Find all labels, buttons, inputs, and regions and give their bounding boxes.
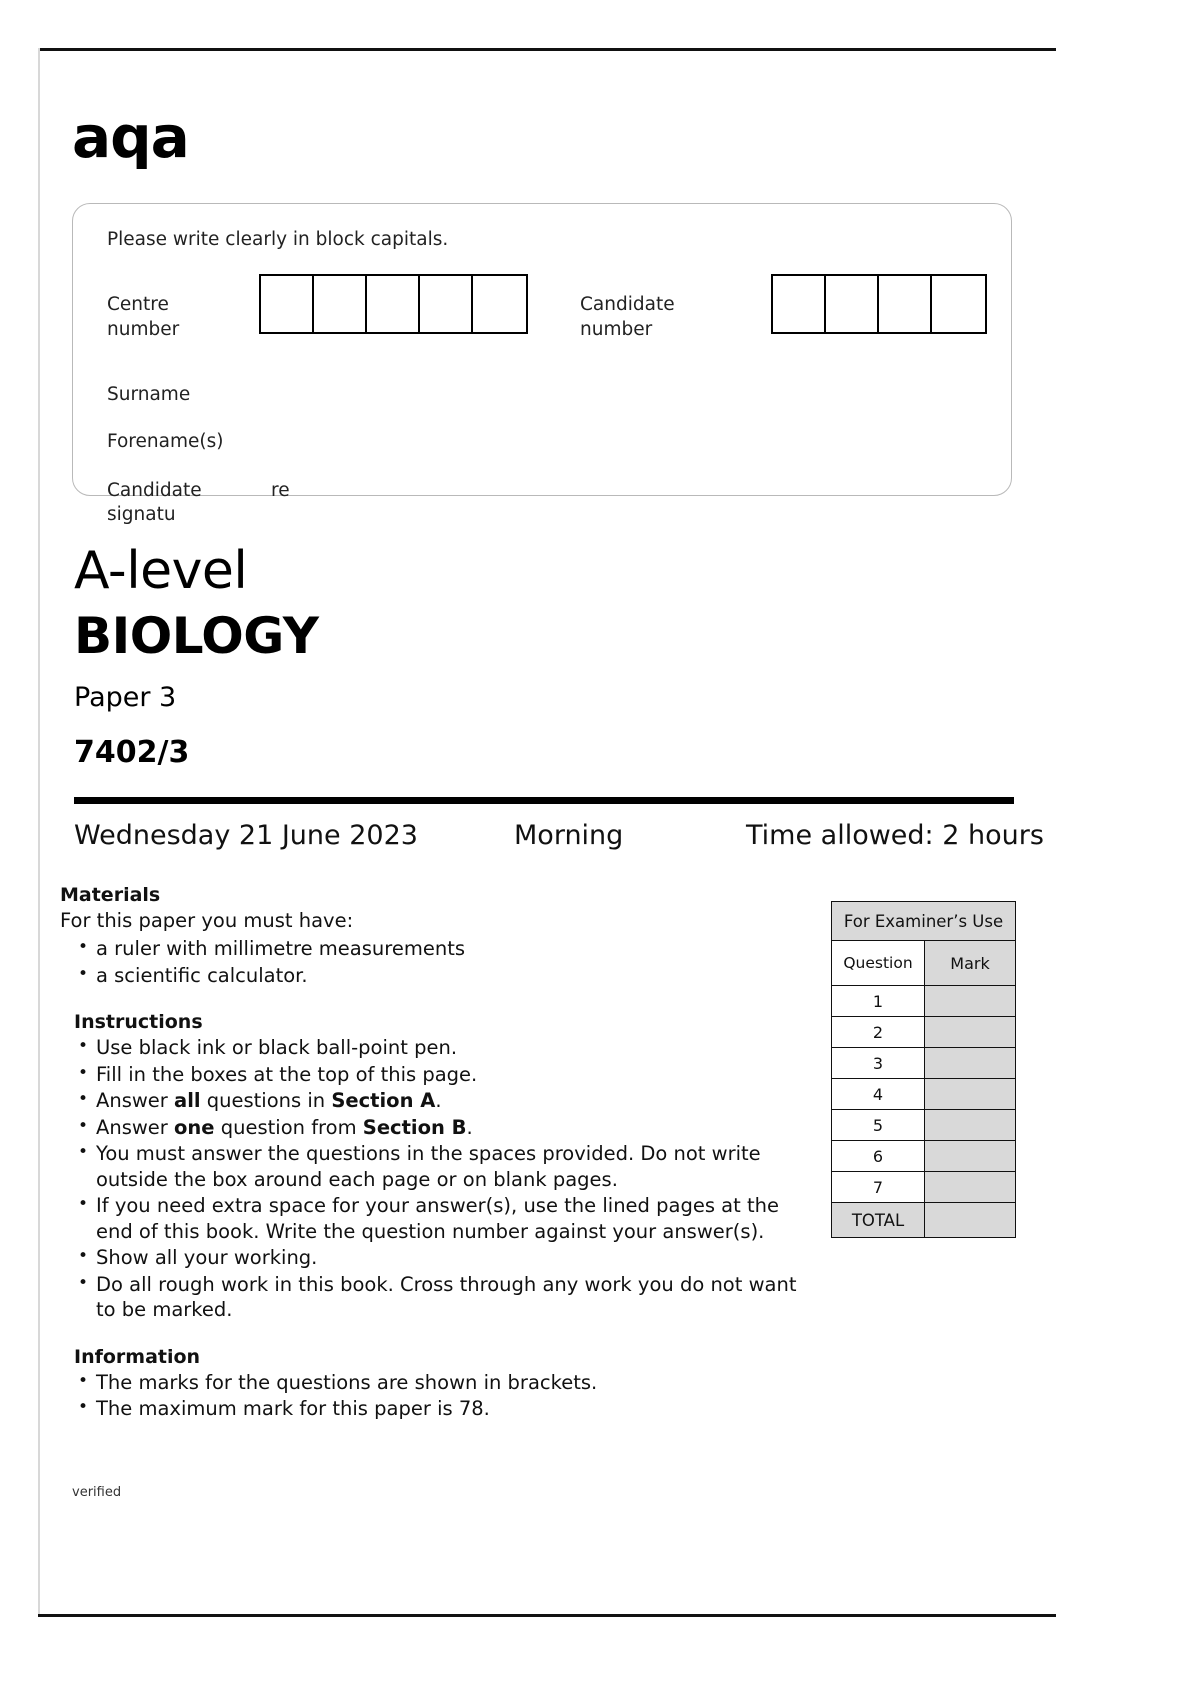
information-heading: Information [74, 1345, 201, 1368]
total-label: TOTAL [832, 1203, 925, 1238]
centre-number-cell[interactable] [261, 276, 314, 332]
table-row [832, 1079, 1016, 1110]
total-mark-field[interactable] [925, 1203, 1016, 1238]
exam-time-allowed: Time allowed: 2 hours [746, 820, 1044, 851]
column-header-mark: Mark [925, 941, 1016, 986]
text: Answer [96, 1115, 175, 1139]
materials-list [60, 936, 820, 988]
text: . [435, 1089, 442, 1112]
candidate-number-cell[interactable] [879, 276, 932, 332]
exam-date-bar [74, 820, 1056, 860]
table-row [832, 1203, 1016, 1238]
candidate-number-label-line1: Candidate [580, 294, 675, 315]
title-divider-rule [74, 797, 1014, 804]
list-item: • a scientific calculator. [74, 963, 820, 989]
verified-stamp: verified [72, 1485, 122, 1500]
text: questions in [200, 1089, 332, 1112]
page-bottom-rule [38, 1614, 1056, 1617]
table-row [832, 1110, 1016, 1141]
mark-field[interactable] [925, 1048, 1016, 1079]
page-top-rule [38, 48, 1056, 51]
list-item [74, 1088, 820, 1114]
centre-number-cell[interactable] [314, 276, 367, 332]
candidate-signature-label-fragment: re [271, 480, 290, 501]
question-number: 7 [832, 1172, 925, 1203]
list-item: • The maximum mark for this paper is 78. [74, 1396, 820, 1422]
list-item: • The marks for the questions are shown in brackets. [74, 1370, 820, 1396]
candidate-signature-label: Candidate [107, 480, 202, 501]
candidate-number-cell[interactable] [826, 276, 879, 332]
table-row [832, 902, 1016, 941]
candidate-number-label [580, 292, 675, 342]
question-number: 6 [832, 1141, 925, 1172]
list-item: • Do all rough work in this book. Cross through any work you do not want to be marked. [74, 1272, 820, 1323]
list-item: • If you need extra space for your answer(s), use the lined pages at the end of this book. Write the question number against your answer(s). [74, 1193, 820, 1244]
centre-number-label [107, 292, 179, 342]
subject-title: BIOLOGY [74, 607, 319, 665]
candidate-number-label-line2: number [580, 319, 653, 340]
aqa-logo: aqa [72, 103, 189, 171]
mark-field[interactable] [925, 1141, 1016, 1172]
materials-heading: Materials [60, 884, 161, 906]
list-item: • Fill in the boxes at the top of this page. [74, 1062, 820, 1088]
emphasis-section-b: Section B [362, 1115, 467, 1139]
emphasis-all: all [174, 1089, 201, 1112]
centre-number-label-line1: Centre [107, 294, 169, 315]
question-number: 1 [832, 986, 925, 1017]
table-row [832, 986, 1016, 1017]
mark-field[interactable] [925, 1079, 1016, 1110]
mark-field[interactable] [925, 1110, 1016, 1141]
information-list [60, 1370, 820, 1422]
qualification-title: A-level [74, 541, 248, 601]
candidate-signature-label-line2: signatu [107, 504, 176, 525]
column-header-question: Question [832, 941, 925, 986]
paper-code: 7402/3 [74, 735, 190, 770]
emphasis-one: one [174, 1115, 215, 1139]
instructions-list [60, 1035, 820, 1323]
centre-number-cell[interactable] [473, 276, 526, 332]
materials-intro: For this paper you must have: [60, 909, 354, 932]
block-capitals-note: Please write clearly in block capitals. [107, 229, 449, 250]
list-item: • You must answer the questions in the spaces provided. Do not write outside the box around each page or on blank pages. [74, 1141, 820, 1192]
centre-number-cell[interactable] [420, 276, 473, 332]
list-item [74, 1115, 820, 1141]
candidate-number-cell[interactable] [932, 276, 985, 332]
table-row [832, 1141, 1016, 1172]
exam-date: Wednesday 21 June 2023 [74, 820, 418, 851]
mark-field[interactable] [925, 986, 1016, 1017]
text: . [466, 1115, 473, 1139]
paper-number: Paper 3 [74, 682, 177, 713]
instructions-column [60, 884, 820, 1423]
question-number: 5 [832, 1110, 925, 1141]
centre-number-cell[interactable] [367, 276, 420, 332]
text: question from [214, 1115, 363, 1139]
centre-number-input[interactable] [259, 274, 528, 334]
question-number: 4 [832, 1079, 925, 1110]
list-item: • a ruler with millimetre measurements [74, 936, 820, 962]
question-number: 2 [832, 1017, 925, 1048]
examiner-table-title: For Examiner’s Use [832, 902, 1016, 941]
instructions-heading: Instructions [74, 1011, 203, 1033]
centre-number-label-line2: number [107, 319, 180, 340]
table-row [832, 941, 1016, 986]
list-item: • Use black ink or black ball-point pen. [74, 1035, 820, 1061]
question-number: 3 [832, 1048, 925, 1079]
page-left-edge [38, 48, 40, 1617]
list-item: • Show all your working. [74, 1245, 820, 1271]
table-row [832, 1017, 1016, 1048]
mark-field[interactable] [925, 1172, 1016, 1203]
forenames-label: Forename(s) [107, 431, 224, 452]
table-row [832, 1048, 1016, 1079]
emphasis-section-a: Section A [331, 1089, 436, 1112]
candidate-number-cell[interactable] [773, 276, 826, 332]
table-row [832, 1172, 1016, 1203]
text: Answer [96, 1089, 175, 1112]
spacer [60, 989, 820, 1011]
examiner-use-table [831, 901, 1016, 1238]
candidate-number-input[interactable] [771, 274, 987, 334]
exam-session: Morning [514, 820, 624, 851]
spacer [60, 1324, 820, 1346]
mark-field[interactable] [925, 1017, 1016, 1048]
surname-label: Surname [107, 384, 191, 405]
